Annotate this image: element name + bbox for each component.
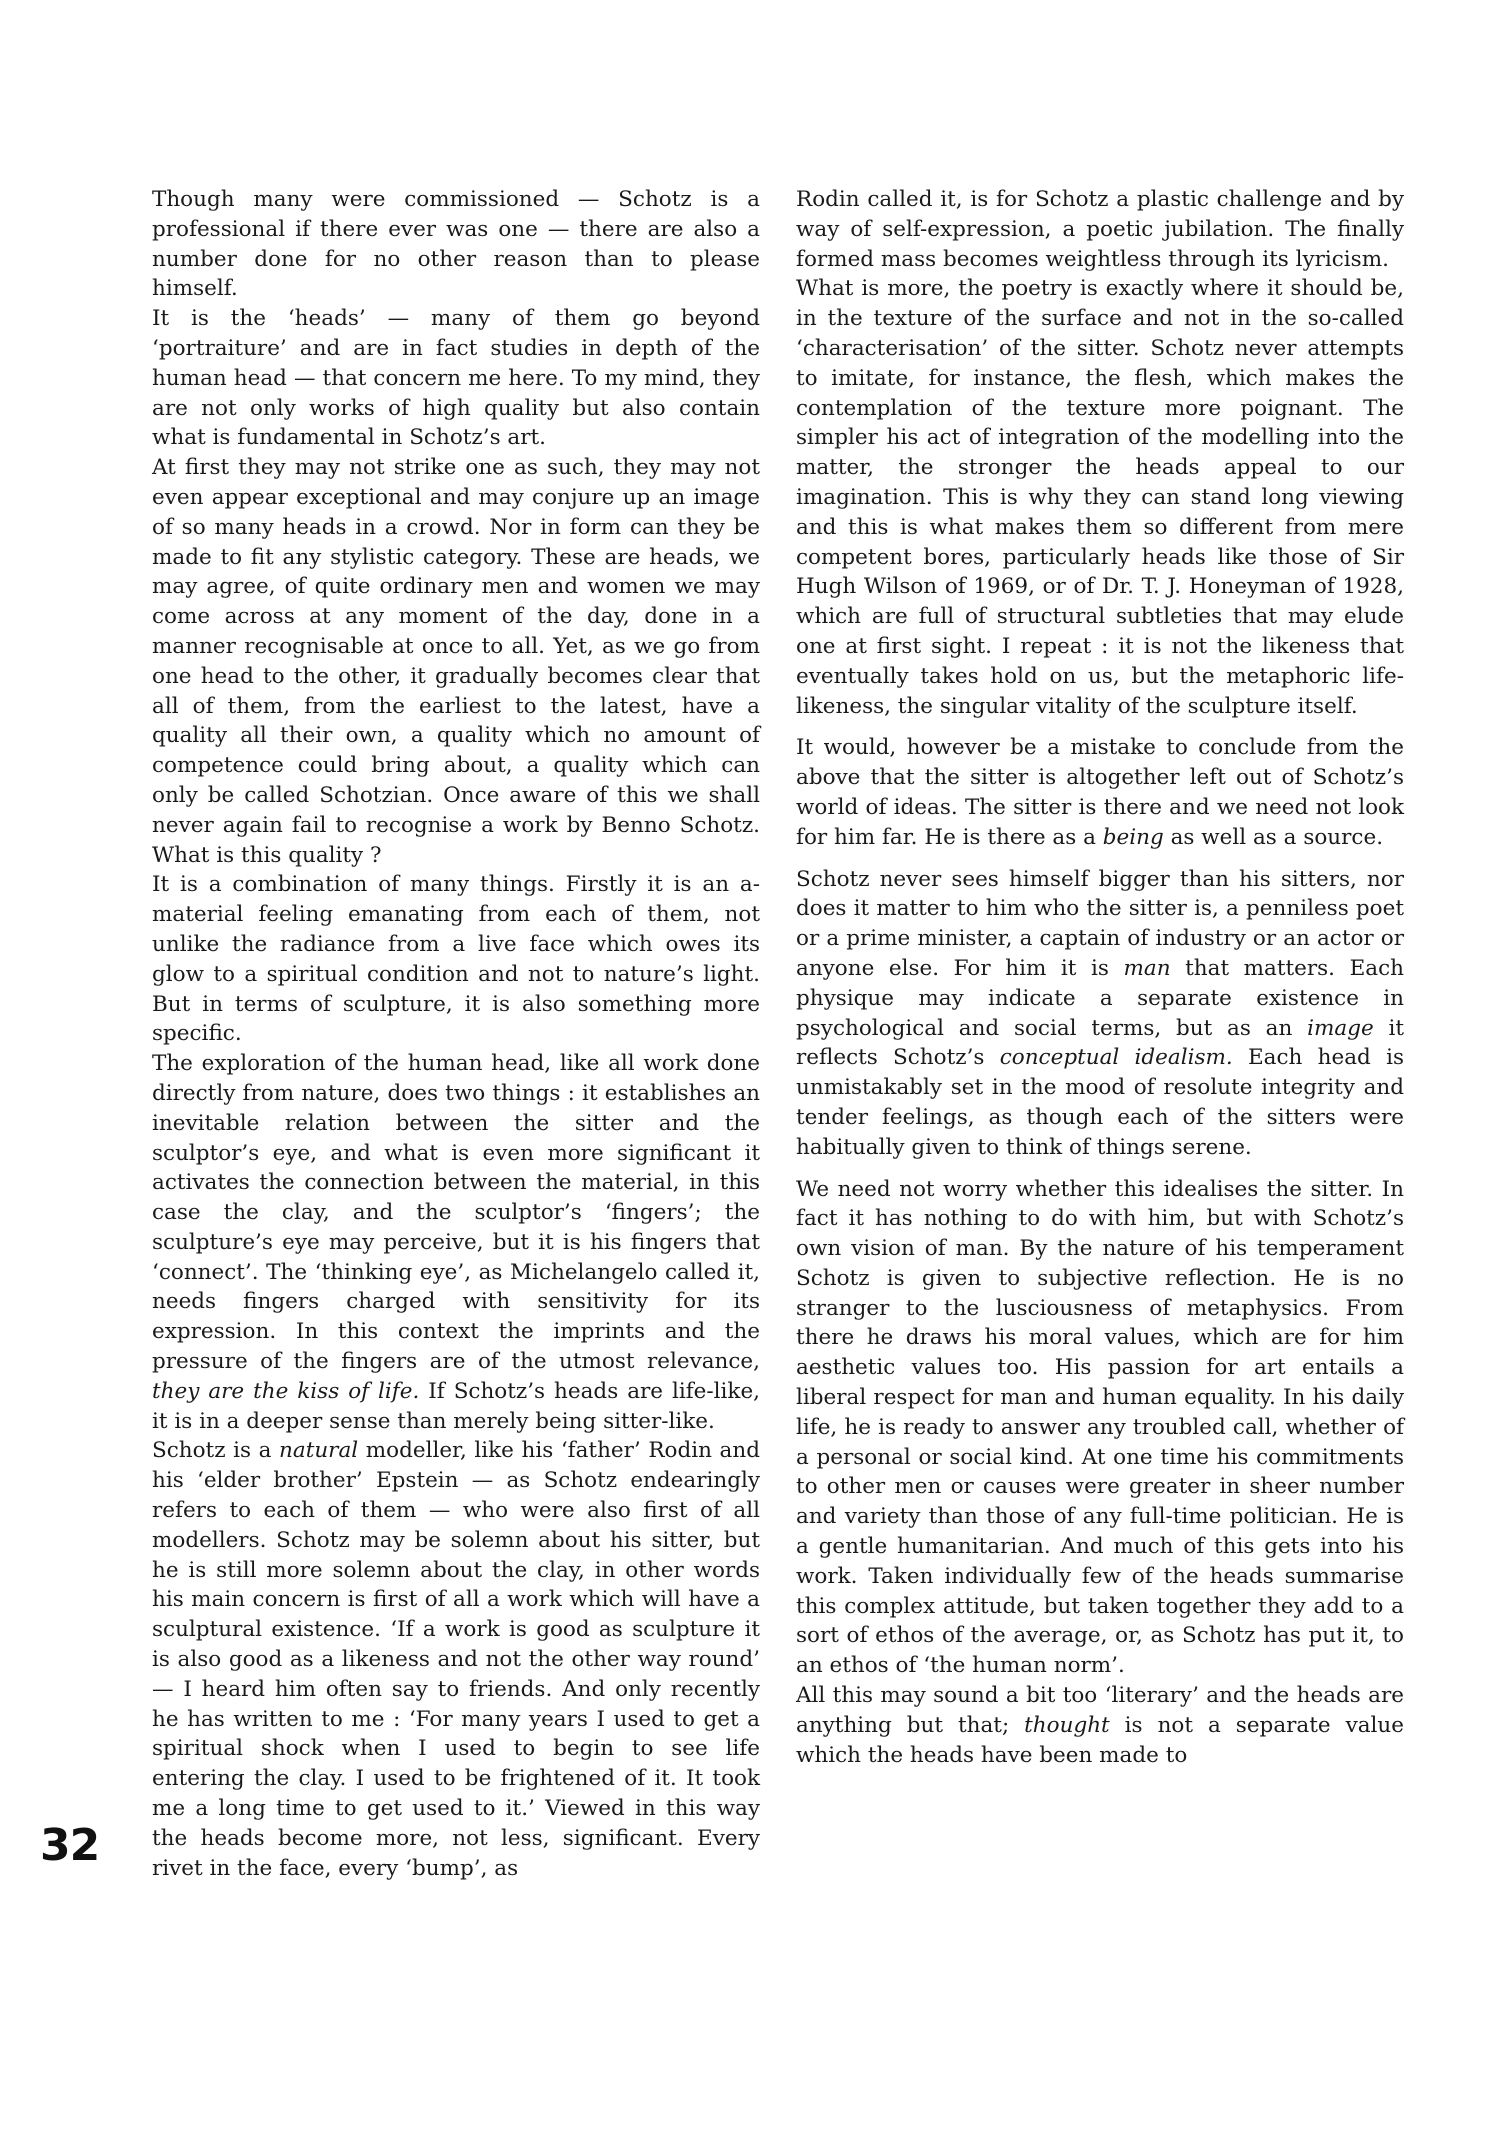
- paragraph: [796, 865, 1404, 1163]
- text-run: The exploration of the human head, like all work done directly from nature, does two things : it establishes an inevitable relation between the sitter and the sculptor’s eye, and what is even more significant it activates the connection between the material, in this case the clay, and the sculptor’s ‘fingers’; the sculpture’s eye may perceive, but it is his fingers that ‘connect’. The ‘thinking eye’, as Michelangelo called it, needs fingers charged with sensitivity for its expression. In this context the imprints and the pressure of the fingers are of the utmost relevance,: [152, 1051, 760, 1375]
- italic-phrase: thought: [1024, 1712, 1110, 1738]
- text-run: that matters. Each physique may indicate a separate existence in psychological and social terms, but as an: [796, 955, 1404, 1041]
- italic-phrase: man: [1123, 955, 1171, 981]
- right-column: [796, 185, 1404, 1770]
- text-run: is not a separate value which the heads have been made to: [796, 1712, 1404, 1768]
- text-run: Each head is unmistakably set in the mood of resolute integrity and tender feelings, as though each of the sitters were habitually given to think of things serene.: [796, 1045, 1404, 1160]
- paragraph: [796, 1681, 1404, 1770]
- paragraph: At first they may not strike one as such, they may not even appear exceptional and may conjure up an image of so many heads in a crowd. Nor in form can they be made to fit any stylistic category. These are heads, we may agree, of quite ordinary men and women we may come across at any moment of the day, done in a manner recognisable at once to all. Yet, as we go from one head to the other, it gradually becomes clear that all of them, from the earliest to the latest, have a quality all their own, a quality which no amount of competence could bring about, a quality which can only be called Schotzian. Once aware of this we shall never again fail to recognise a work by Benno Schotz. What is this quality ?: [152, 455, 760, 868]
- italic-phrase: image: [1307, 1015, 1374, 1041]
- paragraph: Though many were commissioned — Schotz is a professional if there ever was one — there are also a number done for no other reason than to please himself.: [152, 187, 760, 302]
- text-run: as well as a source.: [1163, 824, 1384, 850]
- paragraph: What is more, the poetry is exactly where it should be, in the texture of the surface and not in the so-called ‘characterisation’ of the sitter. Schotz never attempts to imitate, for instance, the flesh, which makes the contemplation of the texture more poignant. The simpler his act of integration of the modelling into the matter, the stronger the heads appeal to our imagination. This is why they can stand long viewing and this is what makes them so different from mere competent bores, particularly heads like those of Sir Hugh Wilson of 1969, or of Dr. T. J. Honeyman of 1928, which are full of structural subtleties that may elude one at first sight. I repeat : it is not the likeness that eventually takes hold on us, but the metaphoric life-likeness, the singular vitality of the sculpture itself.: [796, 276, 1404, 719]
- text-run: Schotz never sees himself bigger than his sitters, nor does it matter to him who the sitter is, a penniless poet or a prime minister, a captain of industry or an actor or anyone else. For him it is: [796, 866, 1404, 981]
- italic-phrase: being: [1102, 824, 1164, 850]
- paragraph: It is a combination of many things. Firstly it is an a-material feeling emanating from each of them, not unlike the radiance from a live face which owes its glow to a spiritual condition and not to nature’s light. But in terms of sculpture, it is also something more specific.: [152, 872, 760, 1047]
- left-column: [152, 185, 760, 1883]
- text-run: If Schotz’s heads are life-like, it is in a deeper sense than merely being sitter-like.: [152, 1378, 761, 1434]
- italic-phrase: they are the kiss of life.: [152, 1378, 420, 1404]
- paragraph: [152, 1436, 760, 1883]
- page-number: 32: [40, 1820, 100, 1871]
- text-run: it reflects Schotz’s: [796, 1015, 1404, 1071]
- italic-phrase: natural: [279, 1438, 359, 1464]
- paragraph: [152, 1049, 760, 1436]
- text-run: All this may sound a bit too ‘literary’ and the heads are anything but that;: [796, 1683, 1404, 1738]
- paragraph: It is the ‘heads’ — many of them go beyond ‘portraiture’ and are in fact studies in depth of the human head — that concern me here. To my mind, they are not only works of high quality but also contain what is fundamental in Schotz’s art.: [152, 306, 760, 451]
- paragraph: We need not worry whether this idealises the sitter. In fact it has nothing to do with him, but with Schotz’s own vision of man. By the nature of his temperament Schotz is given to subjective reflection. He is no stranger to the lusciousness of metaphysics. From there he draws his moral values, which are for him aesthetic values too. His passion for art entails a liberal respect for man and human equality. In his daily life, he is ready to answer any troubled call, whether of a personal or social kind. At one time his commitments to other men or causes were greater in sheer number and variety than those of any full-time politician. He is a gentle humanitarian. And much of this gets into his work. Taken individually few of the heads summarise this complex attitude, but taken together they add to a sort of ethos of the average, or, as Schotz has put it, to an ethos of ‘the human norm’.: [796, 1176, 1404, 1679]
- italic-phrase: conceptual idealism.: [999, 1045, 1233, 1071]
- paragraph: Rodin called it, is for Schotz a plastic challenge and by way of self-expression, a poetic jubilation. The finally formed mass becomes weightless through its lyricism.: [796, 187, 1404, 272]
- text-run: Schotz is a: [152, 1438, 280, 1464]
- text-run: modeller, like his ‘father’ Rodin and his ‘elder brother’ Epstein — as Schotz endearingly refers to each of them — who were also first of all modellers. Schotz may be solemn about his sitter, but he is still more solemn about the clay, in other words his main concern is first of all a work which will have a sculptural existence. ‘If a work is good as sculpture it is also good as a likeness and not the other way round’ — I heard him often say to friends. And only recently he has written to me : ‘For many years I used to get a spiritual shock when I used to begin to see life entering the clay. I used to be frightened of it. It took me a long time to get used to it.’ Viewed in this way the heads become more, not less, significant. Every rivet in the face, every ‘bump’, as: [152, 1438, 760, 1881]
- paragraph: [796, 733, 1404, 852]
- text-run: It would, however be a mistake to conclude from the above that the sitter is altogether left out of Schotz’s world of ideas. The sitter is there and we need not look for him far. He is there as a: [796, 735, 1404, 850]
